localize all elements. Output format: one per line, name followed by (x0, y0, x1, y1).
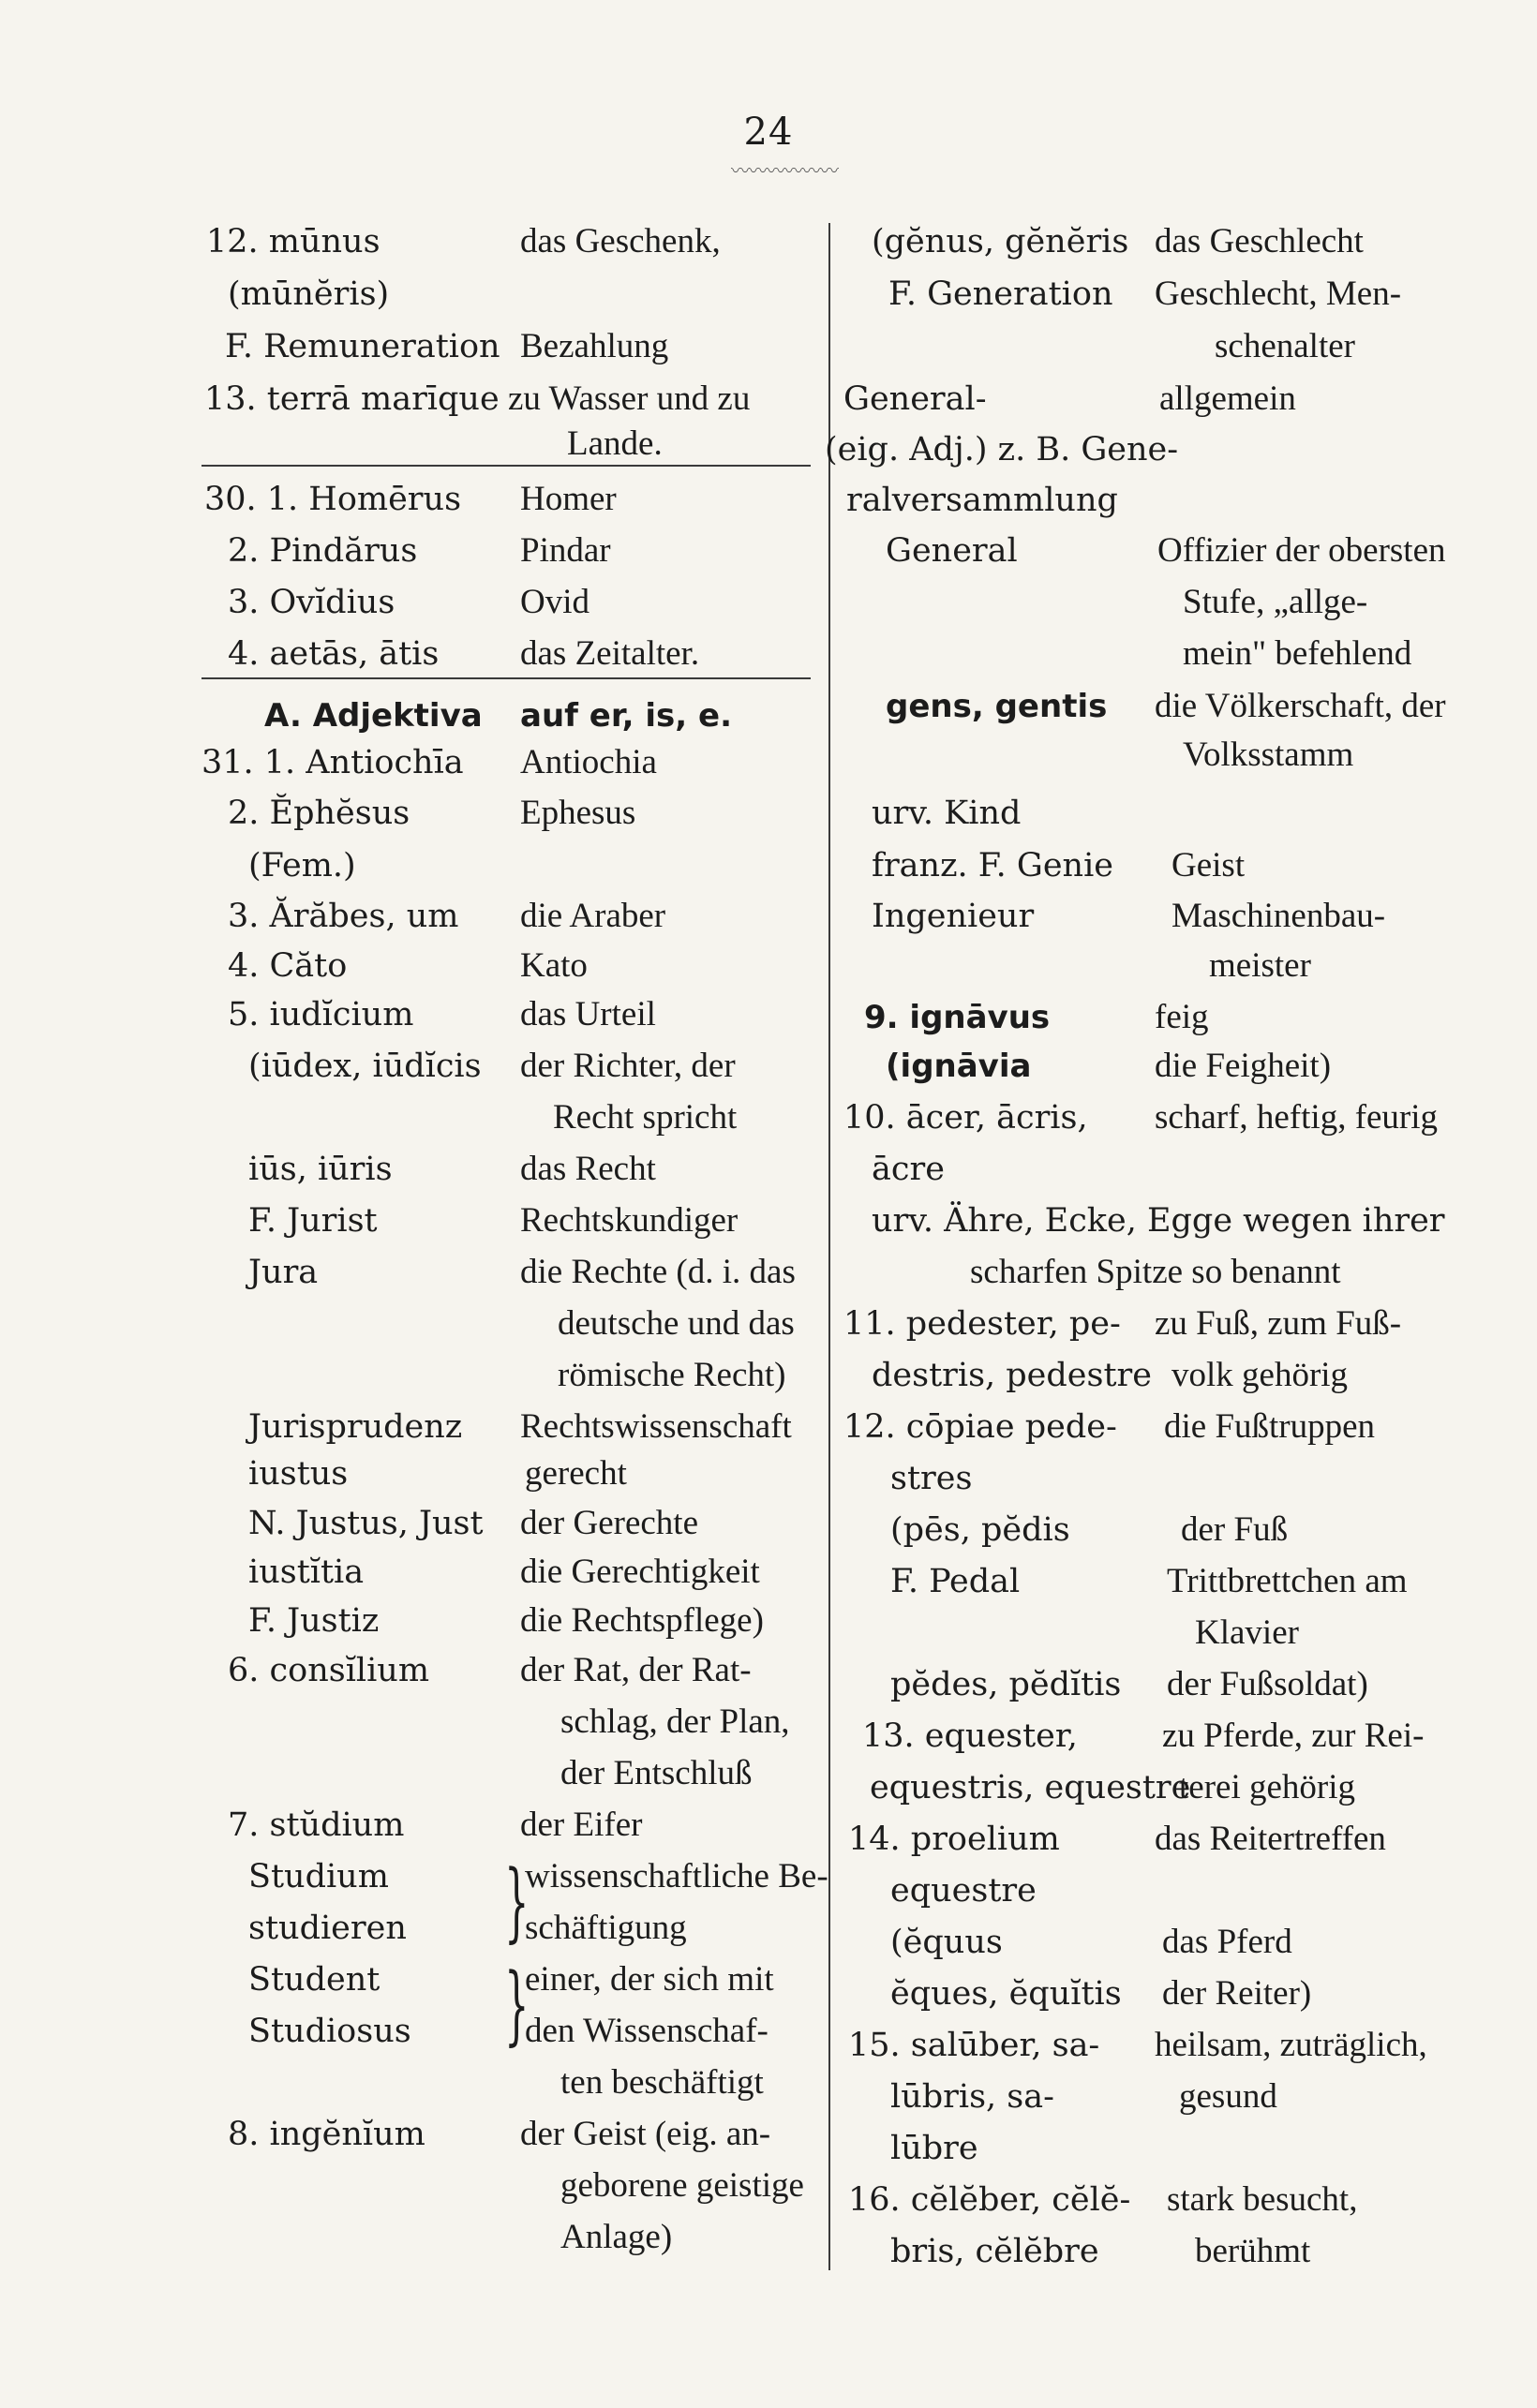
entry-term: stres (890, 1460, 973, 1497)
entry-meaning: ten beschäftigt (560, 2063, 764, 2102)
entry-meaning: die Gerechtigkeit (520, 1553, 760, 1591)
entry-meaning: heilsam, zuträglich, (1155, 2026, 1427, 2064)
entry-meaning: die Völkerschaft, der (1155, 687, 1446, 725)
entry-meaning: der Fuß (1181, 1510, 1289, 1549)
entry-meaning: gerecht (525, 1454, 627, 1493)
brace-glyph: } (504, 1955, 530, 2055)
entry-term: 2. Pindărus (228, 532, 418, 570)
entry-term: gens, gentis (886, 688, 1108, 725)
entry-meaning: Ovid (520, 583, 589, 621)
entry-meaning: stark besucht, (1167, 2180, 1358, 2219)
entry-meaning: schlag, der Plan, (560, 1702, 790, 1741)
entry-term: Student (248, 1961, 381, 1999)
entry-meaning: deutsche und das (558, 1304, 795, 1343)
entry-meaning: scharfen Spitze so benannt (970, 1253, 1341, 1291)
entry-term: 3. Ovĭdius (228, 584, 395, 621)
entry-meaning: volk gehörig (1171, 1356, 1349, 1394)
entry-term: (gĕnus, gĕnĕris (872, 223, 1129, 260)
entry-term: iustĭtia (248, 1553, 365, 1591)
section-heading-suffix: auf er, is, e. (520, 697, 732, 735)
entry-meaning: berühmt (1195, 2232, 1311, 2270)
entry-term: equestre (890, 1872, 1037, 1910)
entry-term: 13. equester, (862, 1717, 1078, 1755)
entry-meaning: zu Fuß, zum Fuß- (1155, 1304, 1402, 1343)
entry-meaning: römische Recht) (558, 1356, 786, 1394)
entry-meaning: terei gehörig (1179, 1768, 1355, 1806)
entry-meaning: das Zeitalter. (520, 634, 700, 673)
entry-term: 2. Ĕphĕsus (228, 795, 410, 832)
entry-meaning: Kato (520, 946, 588, 985)
entry-term: 15. salūber, sa- (848, 2027, 1100, 2064)
entry-meaning: Stufe, „allge- (1183, 583, 1368, 621)
entry-term: 11. pedester, pe- (843, 1305, 1121, 1343)
entry-meaning: Geschlecht, Men- (1155, 275, 1402, 313)
entry-meaning: das Reitertreffen (1155, 1820, 1386, 1858)
entry-meaning: der Fußsoldat) (1167, 1665, 1368, 1703)
entry-term: 4. Căto (228, 947, 348, 985)
entry-meaning: Volksstamm (1183, 736, 1354, 774)
entry-term: (ignāvia (886, 1048, 1032, 1085)
entry-term: 4. aetās, ātis (228, 635, 440, 673)
entry-term: destris, pedestre (872, 1357, 1152, 1394)
entry-meaning: zu Pferde, zur Rei- (1162, 1717, 1425, 1755)
entry-meaning: schenalter (1215, 327, 1355, 365)
entry-meaning: mein" befehlend (1183, 634, 1412, 673)
entry-term: (eig. Adj.) z. B. Gene- (825, 431, 1179, 468)
entry-term: F. Pedal (890, 1563, 1021, 1600)
entry-term: Jura (248, 1254, 319, 1291)
entry-term: General- (843, 380, 987, 418)
entry-term: F. Justiz (248, 1602, 380, 1640)
section-rule-1 (201, 465, 811, 467)
entry-meaning: Bezahlung (520, 327, 669, 365)
entry-term: urv. Kind (872, 795, 1022, 832)
entry-meaning: geborene geistige (560, 2166, 804, 2205)
entry-meaning: der Rat, der Rat- (520, 1651, 752, 1689)
entry-term: franz. F. Genie (872, 847, 1113, 884)
entry-term: 8. ingĕnĭum (228, 2116, 425, 2153)
entry-meaning: das Pferd (1162, 1923, 1292, 1961)
entry-term: iūs, iūris (248, 1151, 393, 1188)
entry-term: (Fem.) (248, 847, 356, 884)
entry-term: ĕques, ĕquĭtis (890, 1975, 1122, 2013)
entry-meaning: der Richter, der (520, 1047, 736, 1085)
column-divider (828, 223, 830, 2270)
entry-term: F. Jurist (248, 1202, 378, 1240)
entry-meaning: Recht spricht (553, 1098, 738, 1137)
entry-meaning: Geist (1171, 846, 1246, 884)
entry-meaning: das Recht (520, 1150, 656, 1188)
entry-meaning: meister (1209, 946, 1311, 985)
entry-term: F. Remuneration (225, 328, 500, 365)
entry-term: 7. stŭdium (228, 1806, 405, 1844)
entry-meaning: das Urteil (520, 995, 656, 1033)
entry-meaning: Rechtskundiger (520, 1201, 739, 1240)
entry-meaning: wissenschaftliche Be- (525, 1857, 828, 1895)
entry-meaning: gesund (1179, 2077, 1277, 2116)
entry-meaning: schäftigung (525, 1909, 687, 1947)
entry-term: 6. consĭlium (228, 1652, 430, 1689)
entry-term: studieren (248, 1910, 407, 1947)
entry-term: bris, cĕlĕbre (890, 2233, 1099, 2270)
entry-term: lūbre (890, 2130, 978, 2167)
entry-meaning: der Gerechte (520, 1504, 699, 1542)
entry-term: ralversammlung (846, 482, 1118, 519)
entry-term: pĕdes, pĕdĭtis (890, 1666, 1122, 1703)
entry-meaning: Rechtswissenschaft (520, 1407, 792, 1446)
entry-meaning: Homer (520, 480, 617, 518)
entry-term: N. Justus, Just (248, 1505, 484, 1542)
entry-meaning: Antiochia (520, 743, 657, 781)
entry-term: ācre (872, 1151, 945, 1188)
entry-meaning: der Entschluß (560, 1754, 753, 1792)
entry-meaning: Ephesus (520, 794, 636, 832)
entry-meaning: der Eifer (520, 1806, 643, 1844)
entry-meaning: feig (1155, 998, 1209, 1036)
entry-meaning: Offizier der obersten (1157, 531, 1446, 570)
entry-term: (ĕquus (890, 1924, 1003, 1961)
entry-meaning: scharf, heftig, feurig (1155, 1098, 1439, 1137)
entry-term: urv. Ähre, Ecke, Egge wegen ihrer (872, 1202, 1445, 1240)
entry-term: General (886, 532, 1018, 570)
entry-meaning: Lande. (567, 424, 663, 463)
entry-term: equestris, equestre (870, 1769, 1191, 1806)
entry-meaning: einer, der sich mit (525, 1960, 774, 1999)
entry-term: 12. cōpiae pede- (843, 1408, 1117, 1446)
entry-meaning: allgemein (1159, 379, 1296, 418)
entry-meaning: Trittbrettchen am (1167, 1562, 1408, 1600)
entry-term: (iūdex, iūdĭcis (248, 1048, 482, 1085)
entry-meaning: Klavier (1195, 1613, 1299, 1652)
entry-term: 12. mūnus (206, 223, 381, 260)
entry-term: F. Generation (888, 275, 1113, 313)
entry-term: 5. iudĭcium (228, 996, 414, 1033)
entry-meaning: der Reiter) (1162, 1974, 1312, 2013)
page-ornament: 〰〰〰〰〰〰 (731, 159, 838, 182)
entry-meaning: Pindar (520, 531, 611, 570)
entry-meaning: die Feigheit) (1155, 1047, 1332, 1085)
entry-meaning: die Fußtruppen (1164, 1407, 1376, 1446)
entry-meaning: die Rechte (d. i. das (520, 1253, 796, 1291)
entry-meaning: Maschinenbau- (1171, 897, 1386, 935)
entry-term: Ingenieur (872, 898, 1035, 935)
entry-meaning: die Araber (520, 897, 666, 935)
entry-term: 9. ignāvus (864, 999, 1051, 1036)
entry-term: (mūnĕris) (228, 275, 390, 313)
entry-term: 13. terrā marīque (204, 380, 500, 418)
entry-meaning: zu Wasser und zu (508, 379, 751, 418)
entry-term: (pēs, pĕdis (890, 1511, 1070, 1549)
entry-meaning: den Wissenschaf- (525, 2012, 768, 2050)
entry-term: lūbris, sa- (890, 2078, 1054, 2116)
entry-meaning: die Rechtspflege) (520, 1601, 764, 1640)
entry-term: 10. ācer, ācris, (843, 1099, 1088, 1137)
section-heading: A. Adjektiva (264, 697, 483, 735)
entry-term: iustus (248, 1455, 349, 1493)
entry-meaning: der Geist (eig. an- (520, 2115, 771, 2153)
entry-term: 31. 1. Antiochīa (201, 744, 464, 781)
entry-meaning: das Geschlecht (1155, 222, 1364, 260)
brace-glyph: } (504, 1851, 530, 1952)
entry-term: 16. cĕlĕber, cĕlĕ- (848, 2181, 1131, 2219)
entry-term: 3. Ărăbes, um (228, 898, 459, 935)
entry-term: Studium (248, 1858, 389, 1895)
entry-term: 30. 1. Homērus (204, 481, 462, 518)
entry-term: Jurisprudenz (248, 1408, 463, 1446)
entry-meaning: Anlage) (560, 2218, 673, 2256)
entry-meaning: das Geschenk, (520, 222, 721, 260)
page-number: 24 (743, 111, 794, 154)
entry-term: Studiosus (248, 2013, 411, 2050)
entry-term: 14. proelium (848, 1821, 1060, 1858)
